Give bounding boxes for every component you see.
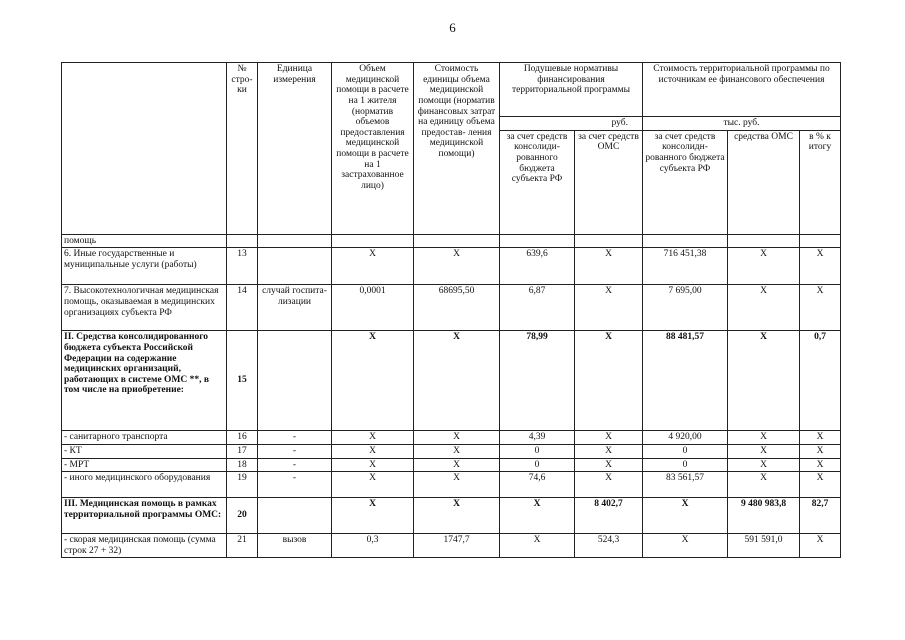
table-row	[62, 248, 841, 285]
row-tp-budget: Х	[643, 534, 728, 558]
row-name: - КТ	[62, 444, 227, 458]
row-number: 19	[227, 472, 258, 498]
row-pc-budget: 78,99	[500, 331, 575, 431]
row-tp-budget: 4 920,00	[643, 431, 728, 445]
row-tp-oms: 9 480 983,8	[728, 498, 800, 534]
row-tp-budget: 716 451,38	[643, 248, 728, 285]
header-unit: Единица измерения	[258, 63, 332, 235]
row-pc-budget: 74,6	[500, 472, 575, 498]
row-volume	[332, 234, 414, 248]
row-tp-oms: Х	[728, 472, 800, 498]
header-name-cell	[62, 63, 227, 235]
row-volume: 0,3	[332, 534, 414, 558]
table-body	[62, 234, 841, 558]
row-unit: -	[258, 458, 332, 472]
row-pc-oms: Х	[575, 431, 643, 445]
table-row	[62, 444, 841, 458]
row-tp-oms: Х	[728, 285, 800, 331]
header-program-cost-group: Стоимость территориальной программы по источникам ее финансового обеспечения	[643, 63, 841, 117]
row-number: 15	[227, 331, 258, 431]
row-tp-oms: Х	[728, 431, 800, 445]
header-pc-oms: за счет средств ОМС	[575, 130, 643, 234]
row-cost: Х	[414, 331, 500, 431]
row-tp-oms: Х	[728, 248, 800, 285]
row-unit: -	[258, 431, 332, 445]
row-percent: Х	[800, 431, 841, 445]
header-tp-budget: за счет средств консолидн- рованного бюджета субъекта РФ	[643, 130, 728, 234]
row-volume: 0,0001	[332, 285, 414, 331]
row-unit	[258, 331, 332, 431]
row-pc-oms: Х	[575, 285, 643, 331]
row-percent: Х	[800, 248, 841, 285]
row-pc-budget: 0	[500, 458, 575, 472]
row-unit	[258, 234, 332, 248]
row-pc-oms: Х	[575, 472, 643, 498]
row-name: 7. Высокотехнологичная медицинская помощь, оказываемая в медицинских организациях субъекта РФ	[62, 285, 227, 331]
row-unit	[258, 498, 332, 534]
row-cost: Х	[414, 498, 500, 534]
row-name: 6. Иные государственные и муниципальные услуги (работы)	[62, 248, 227, 285]
row-pc-oms: Х	[575, 458, 643, 472]
row-name: - скорая медицинская помощь (сумма строк 27 + 32)	[62, 534, 227, 558]
header-volume: Объем медицинской помощи в расчете на 1 жителя (норматив объемов предоставления медицинской помощи в расчете на 1 застрахованное лицо)	[332, 63, 414, 235]
row-number: 16	[227, 431, 258, 445]
row-tp-budget: Х	[643, 498, 728, 534]
row-tp-oms: Х	[728, 444, 800, 458]
row-percent: Х	[800, 285, 841, 331]
row-percent: 82,7	[800, 498, 841, 534]
row-tp-budget: 0	[643, 458, 728, 472]
row-name: - иного медицинского оборудования	[62, 472, 227, 498]
row-unit	[258, 248, 332, 285]
table-row	[62, 472, 841, 498]
table-row	[62, 234, 841, 248]
row-cost: Х	[414, 458, 500, 472]
row-volume: Х	[332, 498, 414, 534]
row-cost: 1747,7	[414, 534, 500, 558]
row-cost: Х	[414, 444, 500, 458]
table-header	[62, 63, 841, 235]
header-pc-budget: за счет средств консолиди- рованного бюджета субъекта РФ	[500, 130, 575, 234]
row-name: - санитарного транспорта	[62, 431, 227, 445]
header-percent: в % к итогу	[800, 130, 841, 234]
table-row	[62, 431, 841, 445]
program-cost-table	[61, 62, 841, 558]
row-cost: 68695,50	[414, 285, 500, 331]
row-pc-budget: 0	[500, 444, 575, 458]
row-volume: Х	[332, 472, 414, 498]
row-volume: Х	[332, 444, 414, 458]
row-tp-oms	[728, 234, 800, 248]
row-percent: Х	[800, 534, 841, 558]
row-cost: Х	[414, 431, 500, 445]
row-unit: вызов	[258, 534, 332, 558]
row-pc-oms: Х	[575, 331, 643, 431]
row-pc-budget: Х	[500, 534, 575, 558]
row-name: II. Средства консолидированного бюджета субъекта Российской Федерации на содержание медицинских организаций, работающих в системе ОМС **, в том числе на приобретение:	[62, 331, 227, 431]
row-number: 14	[227, 285, 258, 331]
row-pc-oms: 8 402,7	[575, 498, 643, 534]
row-volume: Х	[332, 458, 414, 472]
row-tp-budget: 88 481,57	[643, 331, 728, 431]
row-pc-oms: Х	[575, 248, 643, 285]
row-percent: Х	[800, 472, 841, 498]
row-cost: Х	[414, 472, 500, 498]
row-name: III. Медицинская помощь в рамках территориальной программы ОМС:	[62, 498, 227, 534]
header-tp-oms: средства ОМС	[728, 130, 800, 234]
row-percent: Х	[800, 444, 841, 458]
row-pc-budget: Х	[500, 498, 575, 534]
row-pc-oms	[575, 234, 643, 248]
row-percent: 0,7	[800, 331, 841, 431]
row-number	[227, 234, 258, 248]
row-unit: -	[258, 444, 332, 458]
row-pc-budget: 6,87	[500, 285, 575, 331]
page-number: 6	[449, 20, 456, 35]
row-pc-oms: Х	[575, 444, 643, 458]
row-number: 21	[227, 534, 258, 558]
table-row	[62, 458, 841, 472]
row-tp-budget: 83 561,57	[643, 472, 728, 498]
header-unit-thousand-rub: тыс. руб.	[643, 117, 841, 131]
row-volume: Х	[332, 331, 414, 431]
row-cost	[414, 234, 500, 248]
row-number: 13	[227, 248, 258, 285]
row-unit: -	[258, 472, 332, 498]
table-row	[62, 285, 841, 331]
row-cost: Х	[414, 248, 500, 285]
row-pc-oms: 524,3	[575, 534, 643, 558]
row-tp-oms: 591 591,0	[728, 534, 800, 558]
row-tp-budget	[643, 234, 728, 248]
row-number: 17	[227, 444, 258, 458]
table-row	[62, 534, 841, 558]
row-volume: Х	[332, 431, 414, 445]
row-pc-budget: 639,6	[500, 248, 575, 285]
row-tp-budget: 0	[643, 444, 728, 458]
row-tp-oms: Х	[728, 331, 800, 431]
table-row	[62, 331, 841, 431]
row-name: - МРТ	[62, 458, 227, 472]
row-unit: случай госпита- лизации	[258, 285, 332, 331]
table-row	[62, 498, 841, 534]
row-percent	[800, 234, 841, 248]
row-tp-budget: 7 695,00	[643, 285, 728, 331]
row-name: помощь	[62, 234, 227, 248]
row-number: 18	[227, 458, 258, 472]
row-volume: Х	[332, 248, 414, 285]
header-per-capita-group: Подушевые нормативы финансирования территориальной программы	[500, 63, 643, 117]
row-percent: Х	[800, 458, 841, 472]
header-unit-rub: руб.	[500, 117, 643, 131]
row-number: 20	[227, 498, 258, 534]
header-unit-cost: Стоимость единицы объема медицинской помощи (норматив финансовых затрат на единицу объема предостав- ления медицинской помощи)	[414, 63, 500, 235]
row-tp-oms: Х	[728, 458, 800, 472]
header-row-number: № стро- ки	[227, 63, 258, 235]
row-pc-budget: 4,39	[500, 431, 575, 445]
row-pc-budget	[500, 234, 575, 248]
